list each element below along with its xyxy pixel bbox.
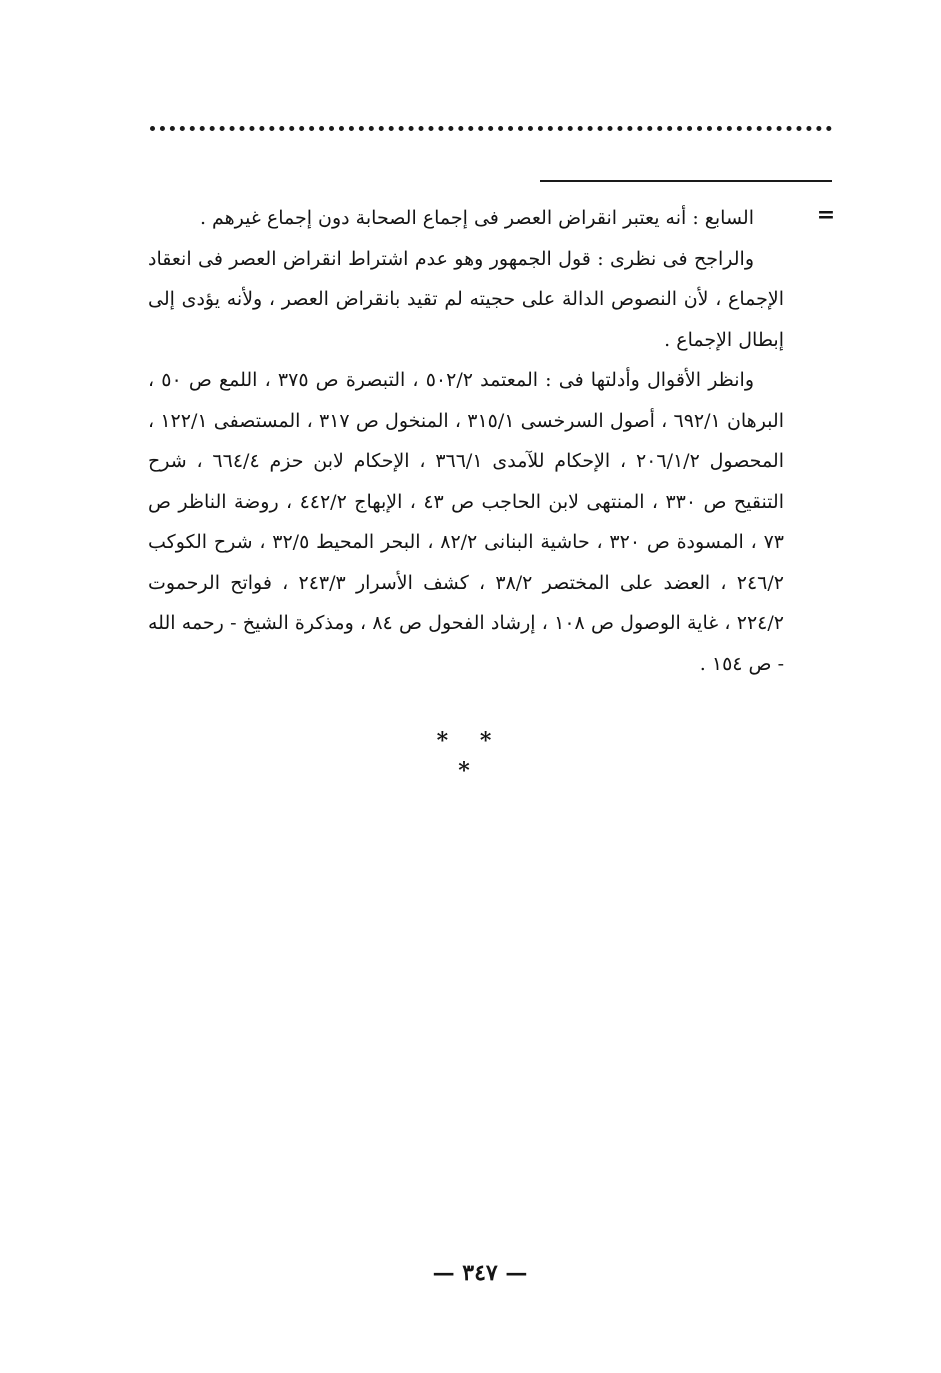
footnote-paragraph-references: وانظر الأقوال وأدلتها فى : المعتمد ٥٠٢/٢ ، التبصرة ص ٣٧٥ ، اللمع ص ٥٠ ، البرهان ٦٩٢/١ ، أصول السرخسى ٣١٥/١ ، المنخول ص ٣١٧ ، المستصفى ١٢٢/١ ، المحصول ٢٠٦/١/٢ ، الإحكام للآمدى ٣٦٦/١ ، الإحكام لابن حزم ٦٦٤/٤ ، شرح التنقيح ص ٣٣٠ ، المنتهى لابن الحاجب ص ٤٣ ، الإبهاج ٤٤٢/٢ ، روضة الناظر ص ٧٣ ، المسودة ص ٣٢٠ ، حاشية البنانى ٨٢/٢ ، البحر المحيط ٣٢/٥ ، شرح الكوكب ٢٤٦/٢ ، العضد على المختصر ٣٨/٢ ، كشف الأسرار ٢٤٣/٣ ، فواتح الرحموت ٢٢٤/٢ ، غاية الوصول ص ١٠٨ ، إرشاد الفحول ص ٨٤ ، ومذكرة الشيخ - رحمه الله - ص ١٥٤ . <box>148 369 784 675</box>
page-number: — ٣٤٧ — <box>432 1260 528 1286</box>
footnote-rule <box>540 180 832 182</box>
continuation-mark: = <box>816 202 836 228</box>
dotted-separator <box>150 126 832 131</box>
footnote-paragraph-preferred-opinion: والراجح فى نظرى : قول الجمهور وهو عدم اشتراط انقراض العصر فى انعقاد الإجماع ، لأن النصوص الدالة على حجيته لم تقيد بانقراض العصر ، ولأنه يؤدى إلى إبطال الإجماع . <box>148 247 784 351</box>
footnote-paragraph-seventh-opinion: السابع : أنه يعتبر انقراض العصر فى إجماع الصحابة دون إجماع غيرهم . <box>199 207 754 229</box>
section-ornament: * * * <box>436 728 504 784</box>
footnote-body <box>148 198 784 684</box>
